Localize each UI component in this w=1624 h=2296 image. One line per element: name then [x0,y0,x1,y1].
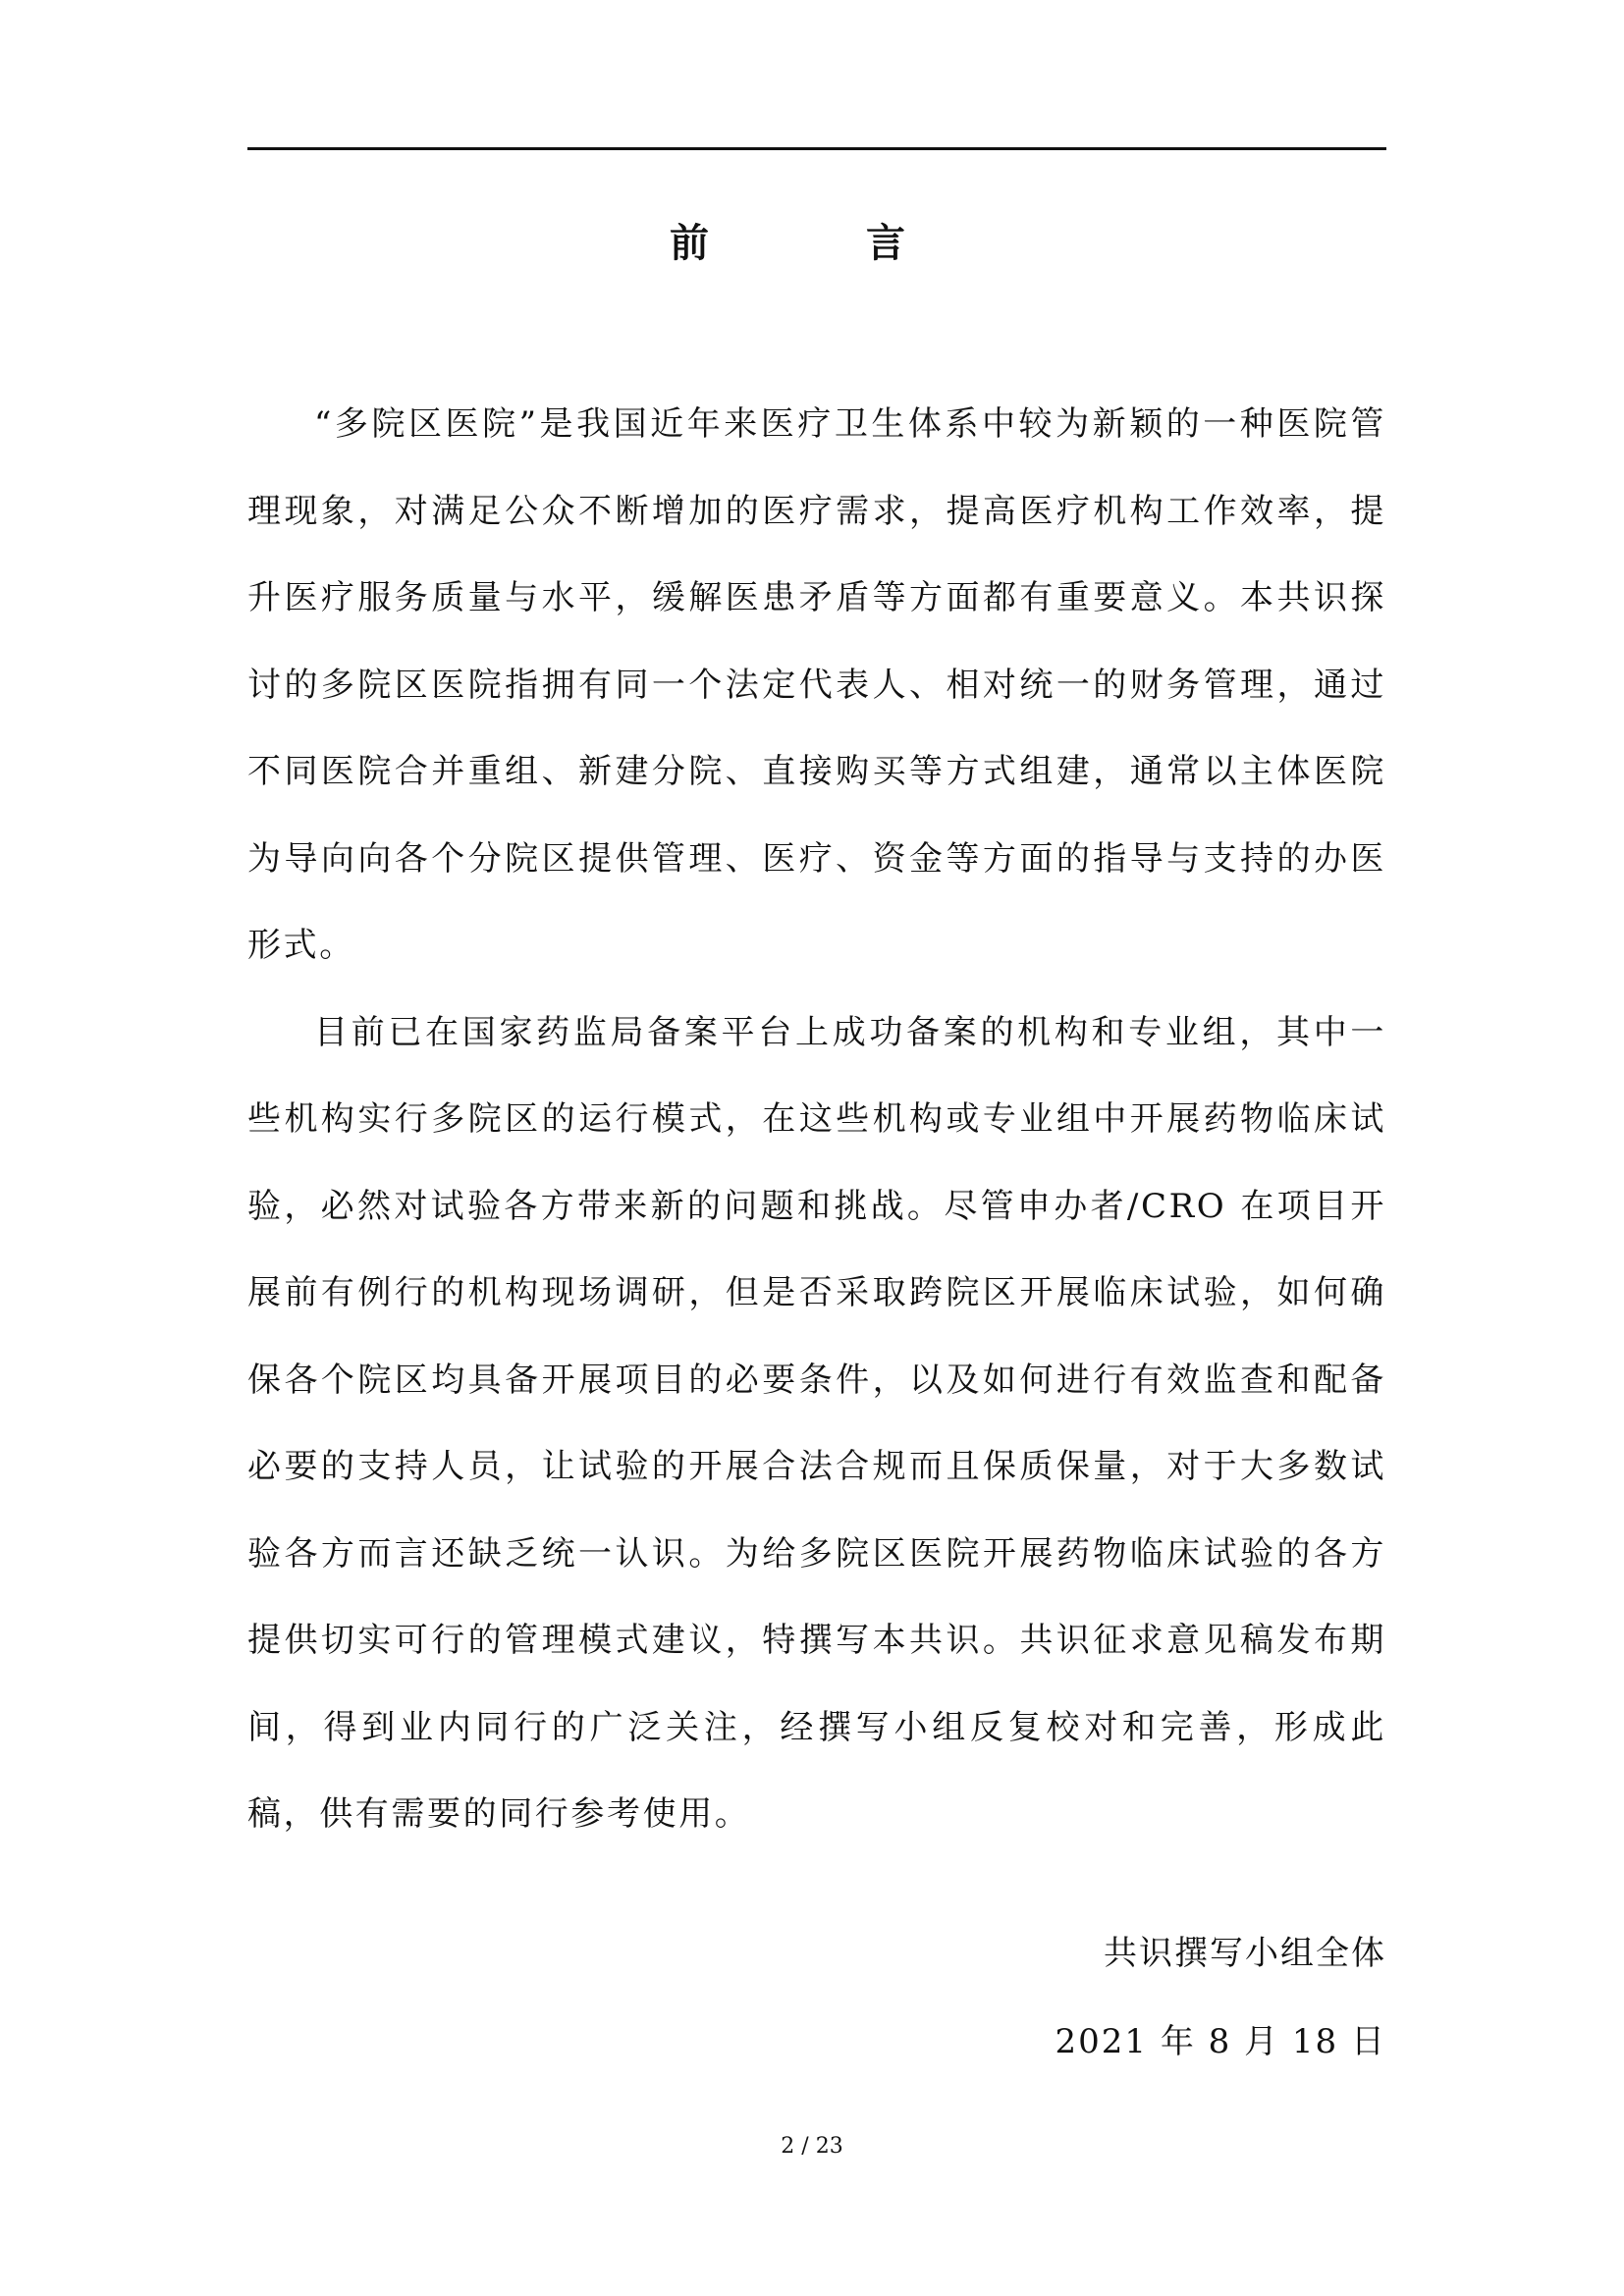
signature: 共识撰写小组全体 [1104,1934,1386,1973]
document-body [247,381,1386,1858]
paragraph-purpose: 目前已在国家药监局备案平台上成功备案的机构和专业组，其中一些机构实行多院区的运行模式，在这些机构或专业组中开展药物临床试验，必然对试验各方带来新的问题和挑战。尽管申办者/CRO 在项目开展前有例行的机构现场调研，但是否采取跨院区开展临床试验，如何确保各个院区均具备开展项目的必要条件，以及如何进行有效监查和配备必要的支持人员，让试验的开展合法合规而且保质保量，对于大多数试验各方而言还缺乏统一认识。为给多院区医院开展药物临床试验的各方提供切实可行的管理模式建议，特撰写本共识。共识征求意见稿发布期间，得到业内同行的广泛关注，经撰写小组反复校对和完善，形成此稿，供有需要的同行参考使用。 [247,1012,1386,1834]
page-title: 前 言 [670,220,964,266]
page-number: 2 / 23 [781,2134,843,2159]
paragraph-intro: “多院区医院”是我国近年来医疗卫生体系中较为新颖的一种医院管理现象，对满足公众不断增加的医疗需求，提高医疗机构工作效率，提升医疗服务质量与水平，缓解医患矛盾等方面都有重要意义。本共识探讨的多院区医院指拥有同一个法定代表人、相对统一的财务管理，通过不同医院合并重组、新建分院、直接购买等方式组建，通常以主体医院为导向向各个分院区提供管理、医疗、资金等方面的指导与支持的办医形式。 [247,404,1386,965]
header-rule [247,147,1386,150]
signature-date: 2021 年 8 月 18 日 [1055,2022,1386,2061]
